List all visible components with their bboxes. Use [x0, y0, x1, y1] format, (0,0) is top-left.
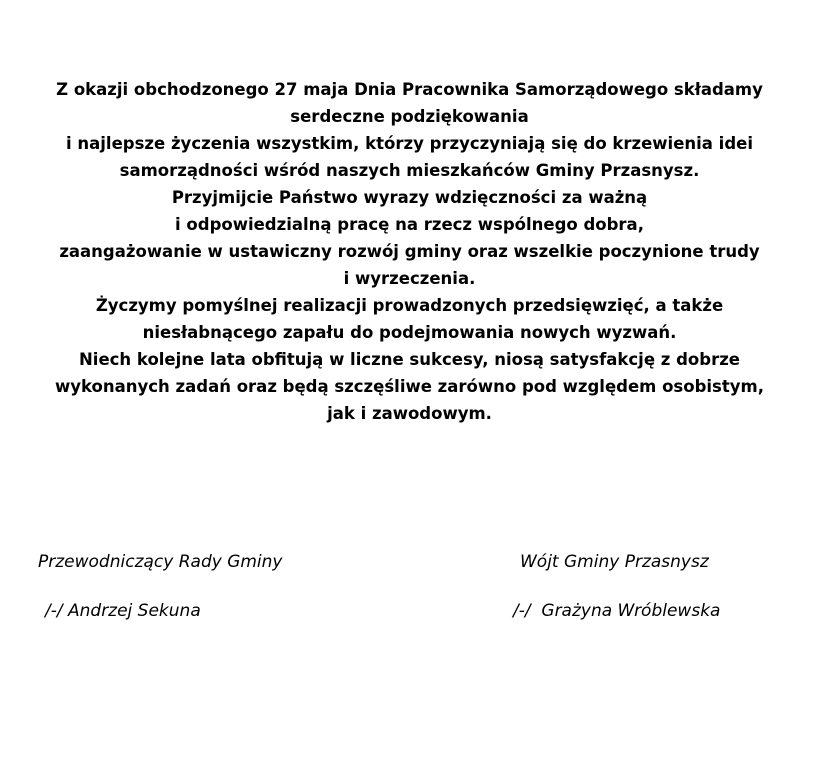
letter-line: jak i zawodowym. [327, 404, 492, 423]
letter-line: niesłabnącego zapału do podejmowania nowych wyzwań. [142, 323, 677, 342]
signature-right-name: /-/ Grażyna Wróblewska [513, 601, 721, 621]
signature-right-title: Wójt Gminy Przasnysz [520, 552, 709, 572]
letter-line: i najlepsze życzenia wszystkim, którzy przyczyniają się do krzewienia idei [66, 134, 753, 153]
letter-line: wykonanych zadań oraz będą szczęśliwe zarówno pod względem osobistym, [55, 377, 764, 396]
letter-line: Życzymy pomyślnej realizacji prowadzonych przedsięwzięć, a także [95, 296, 724, 315]
letter-line: i odpowiedzialną pracę na rzecz wspólnego dobra, [175, 215, 644, 234]
letter-line: Niech kolejne lata obfitują w liczne sukcesy, niosą satysfakcję z dobrze [78, 350, 740, 369]
letter-line: serdeczne podziękowania [290, 107, 529, 126]
letter-line: i wyrzeczenia. [343, 269, 476, 288]
signature-left-name: /-/ Andrzej Sekuna [45, 601, 201, 621]
letter-line: Z okazji obchodzonego 27 maja Dnia Pracownika Samorządowego składamy [56, 80, 763, 99]
letter-line: zaangażowanie w ustawiczny rozwój gminy oraz wszelkie poczynione trudy [59, 242, 760, 261]
letter-body [0, 76, 819, 427]
letter-line: Przyjmijcie Państwo wyrazy wdzięczności za ważną [171, 188, 648, 207]
letter-line: samorządności wśród naszych mieszkańców Gminy Przasnysz. [119, 161, 700, 180]
signature-left-title: Przewodniczący Rady Gminy [38, 552, 283, 572]
